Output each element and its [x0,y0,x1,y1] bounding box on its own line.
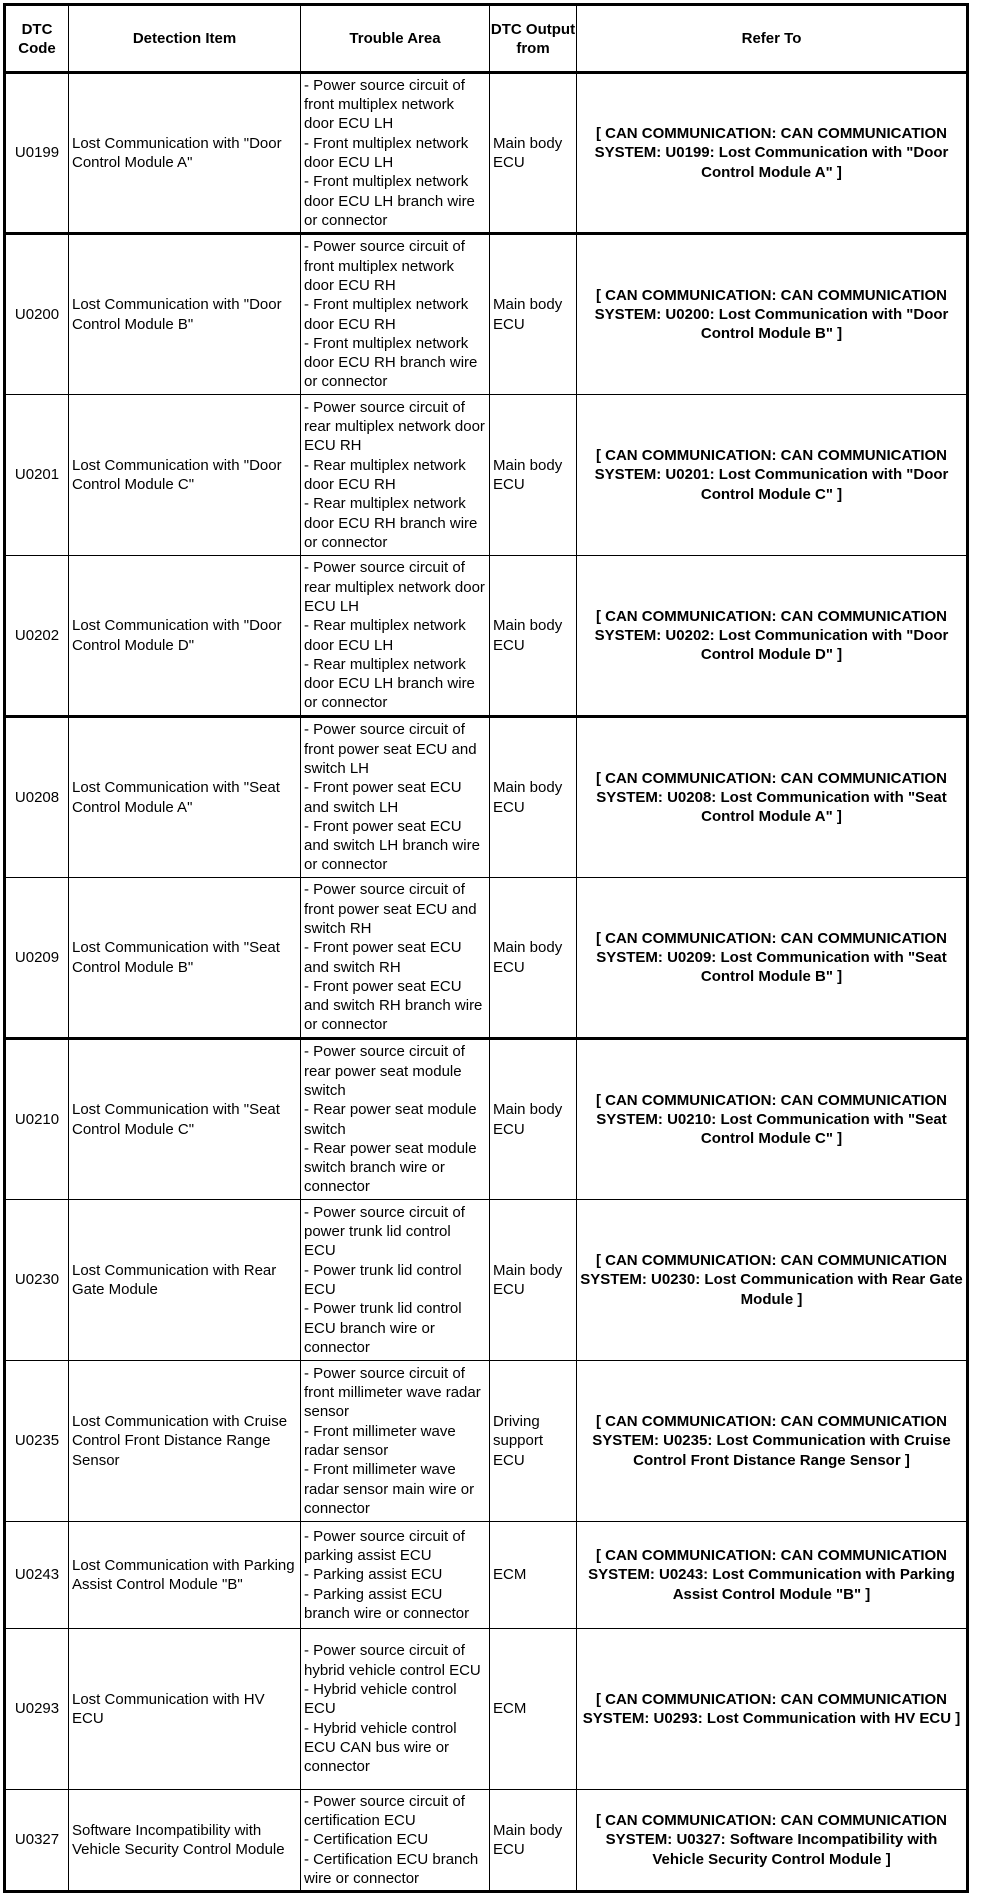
dtc-output-cell: Main body ECU [490,556,577,717]
detection-item-cell: Lost Communication with "Door Control Module B" [69,234,301,395]
detection-item-cell: Software Incompatibility with Vehicle Security Control Module [69,1790,301,1892]
detection-item-cell: Lost Communication with HV ECU [69,1629,301,1790]
detection-item-cell: Lost Communication with "Door Control Module A" [69,73,301,234]
header-dtc-output: DTC Output from [490,5,577,73]
trouble-area-line: - Power source circuit of front millimeter wave radar sensor [304,1364,481,1421]
trouble-area-line: - Power source circuit of front power seat ECU and switch LH [304,721,477,777]
header-row [5,5,968,73]
trouble-area-cell [301,556,490,717]
trouble-area-line: - Certification ECU [304,1831,429,1849]
header-refer-to: Refer To [577,5,968,73]
dtc-output-cell: ECM [490,1522,577,1629]
trouble-area-line: - Power trunk lid control ECU branch wire or connector [304,1300,462,1356]
table-row [5,1522,968,1629]
trouble-area-line: - Parking assist ECU branch wire or connector [304,1585,470,1622]
trouble-area-line: - Front millimeter wave radar sensor main wire or connector [304,1461,475,1517]
detection-item-cell: Lost Communication with "Seat Control Module B" [69,878,301,1039]
table-row [5,1790,968,1892]
table-row [5,717,968,878]
trouble-area-line: - Power source circuit of power trunk lid control ECU [304,1203,465,1260]
trouble-area-line: - Power source circuit of rear power seat module switch [304,1043,465,1099]
detection-item-cell: Lost Communication with Parking Assist Control Module "B" [69,1522,301,1629]
dtc-code-cell: U0293 [5,1629,69,1790]
trouble-area-line: - Power source circuit of parking assist ECU [304,1527,465,1565]
dtc-output-cell: Driving support ECU [490,1361,577,1522]
header-detection-item: Detection Item [69,5,301,73]
dtc-output-cell: Main body ECU [490,878,577,1039]
refer-to-cell: [ CAN COMMUNICATION: CAN COMMUNICATION SYSTEM: U0293: Lost Communication with HV ECU ] [577,1629,968,1790]
dtc-code-cell: U0209 [5,878,69,1039]
trouble-area-cell [301,73,490,234]
trouble-area-line: - Rear multiplex network door ECU LH [304,617,466,654]
dtc-output-cell: Main body ECU [490,73,577,234]
refer-to-cell: [ CAN COMMUNICATION: CAN COMMUNICATION SYSTEM: U0209: Lost Communication with "Seat Control Module B" ] [577,878,968,1039]
refer-to-cell: [ CAN COMMUNICATION: CAN COMMUNICATION SYSTEM: U0200: Lost Communication with "Door Control Module B" ] [577,234,968,395]
trouble-area-cell [301,1361,490,1522]
dtc-output-cell: Main body ECU [490,1039,577,1200]
trouble-area-line: - Rear power seat module switch branch wire or connector [304,1139,477,1196]
trouble-area-cell [301,1522,490,1629]
refer-to-cell: [ CAN COMMUNICATION: CAN COMMUNICATION SYSTEM: U0230: Lost Communication with Rear Gate Module ] [577,1200,968,1361]
detection-item-cell: Lost Communication with "Seat Control Module C" [69,1039,301,1200]
dtc-code-cell: U0243 [5,1522,69,1629]
trouble-area-line: - Front power seat ECU and switch RH branch wire or connector [304,977,483,1034]
dtc-code-cell: U0201 [5,395,69,556]
dtc-output-cell: Main body ECU [490,234,577,395]
table-row [5,234,968,395]
table-row [5,1629,968,1790]
dtc-code-cell: U0210 [5,1039,69,1200]
dtc-table [3,3,969,1893]
trouble-area-line: - Front multiplex network door ECU RH branch wire or connector [304,334,478,391]
trouble-area-line: - Power source circuit of front multiplex network door ECU LH [304,76,465,133]
trouble-area-line: - Power source circuit of front multiplex network door ECU RH [304,238,465,294]
trouble-area-line: - Power source circuit of certification ECU [304,1792,465,1830]
refer-to-cell: [ CAN COMMUNICATION: CAN COMMUNICATION SYSTEM: U0210: Lost Communication with "Seat Control Module C" ] [577,1039,968,1200]
dtc-code-cell: U0199 [5,73,69,234]
trouble-area-line: - Power source circuit of hybrid vehicle control ECU [304,1642,481,1679]
detection-item-cell: Lost Communication with "Seat Control Module A" [69,717,301,878]
trouble-area-line: - Front multiplex network door ECU RH [304,296,469,333]
trouble-area-line: - Front millimeter wave radar sensor [304,1422,456,1459]
dtc-code-cell: U0208 [5,717,69,878]
detection-item-cell: Lost Communication with Rear Gate Module [69,1200,301,1361]
trouble-area-line: - Front multiplex network door ECU LH [304,134,469,171]
table-row [5,556,968,717]
detection-item-cell: Lost Communication with Cruise Control Front Distance Range Sensor [69,1361,301,1522]
dtc-code-cell: U0327 [5,1790,69,1892]
trouble-area-line: - Parking assist ECU [304,1566,443,1584]
trouble-area-cell [301,1629,490,1790]
trouble-area-cell [301,395,490,556]
trouble-area-line: - Front power seat ECU and switch LH [304,779,462,816]
trouble-area-line: - Rear multiplex network door ECU RH branch wire or connector [304,495,478,551]
header-trouble-area: Trouble Area [301,5,490,73]
trouble-area-cell [301,1200,490,1361]
detection-item-cell: Lost Communication with "Door Control Module D" [69,556,301,717]
table-row [5,73,968,234]
trouble-area-line: - Hybrid vehicle control ECU [304,1681,457,1718]
detection-item-cell: Lost Communication with "Door Control Module C" [69,395,301,556]
trouble-area-cell [301,717,490,878]
refer-to-cell: [ CAN COMMUNICATION: CAN COMMUNICATION SYSTEM: U0201: Lost Communication with "Door Control Module C" ] [577,395,968,556]
refer-to-cell: [ CAN COMMUNICATION: CAN COMMUNICATION SYSTEM: U0235: Lost Communication with Cruise Control Front Distance Range Sensor ] [577,1361,968,1522]
trouble-area-line: - Power trunk lid control ECU [304,1261,462,1298]
trouble-area-line: - Power source circuit of front power seat ECU and switch RH [304,881,477,937]
trouble-area-cell [301,1790,490,1892]
refer-to-cell: [ CAN COMMUNICATION: CAN COMMUNICATION SYSTEM: U0202: Lost Communication with "Door Control Module D" ] [577,556,968,717]
dtc-code-cell: U0235 [5,1361,69,1522]
dtc-output-cell: Main body ECU [490,1200,577,1361]
dtc-code-cell: U0230 [5,1200,69,1361]
header-dtc-code: DTC Code [5,5,69,73]
dtc-output-cell: Main body ECU [490,1790,577,1892]
trouble-area-line: - Certification ECU branch wire or connector [304,1850,479,1887]
trouble-area-line: - Front multiplex network door ECU LH branch wire or connector [304,173,475,229]
dtc-output-cell: Main body ECU [490,717,577,878]
dtc-code-cell: U0200 [5,234,69,395]
trouble-area-cell [301,1039,490,1200]
trouble-area-line: - Rear multiplex network door ECU RH [304,456,466,493]
table-row [5,1200,968,1361]
table-row [5,395,968,556]
refer-to-cell: [ CAN COMMUNICATION: CAN COMMUNICATION SYSTEM: U0199: Lost Communication with "Door Control Module A" ] [577,73,968,234]
trouble-area-line: - Power source circuit of rear multiplex network door ECU RH [304,398,485,455]
dtc-output-cell: ECM [490,1629,577,1790]
trouble-area-cell [301,878,490,1039]
trouble-area-line: - Hybrid vehicle control ECU CAN bus wire or connector [304,1719,457,1776]
trouble-area-line: - Rear multiplex network door ECU LH branch wire or connector [304,655,475,712]
refer-to-cell: [ CAN COMMUNICATION: CAN COMMUNICATION SYSTEM: U0243: Lost Communication with Parking Assist Control Module "B" ] [577,1522,968,1629]
trouble-area-line: - Power source circuit of rear multiplex network door ECU LH [304,559,485,615]
table-row [5,1361,968,1522]
trouble-area-line: - Front power seat ECU and switch RH [304,939,462,976]
table-row [5,878,968,1039]
document [3,3,966,1893]
dtc-output-cell: Main body ECU [490,395,577,556]
refer-to-cell: [ CAN COMMUNICATION: CAN COMMUNICATION SYSTEM: U0327: Software Incompatibility with Vehicle Security Control Module ] [577,1790,968,1892]
trouble-area-cell [301,234,490,395]
trouble-area-line: - Front power seat ECU and switch LH branch wire or connector [304,817,480,874]
refer-to-cell: [ CAN COMMUNICATION: CAN COMMUNICATION SYSTEM: U0208: Lost Communication with "Seat Control Module A" ] [577,717,968,878]
dtc-code-cell: U0202 [5,556,69,717]
trouble-area-line: - Rear power seat module switch [304,1101,477,1138]
table-row [5,1039,968,1200]
